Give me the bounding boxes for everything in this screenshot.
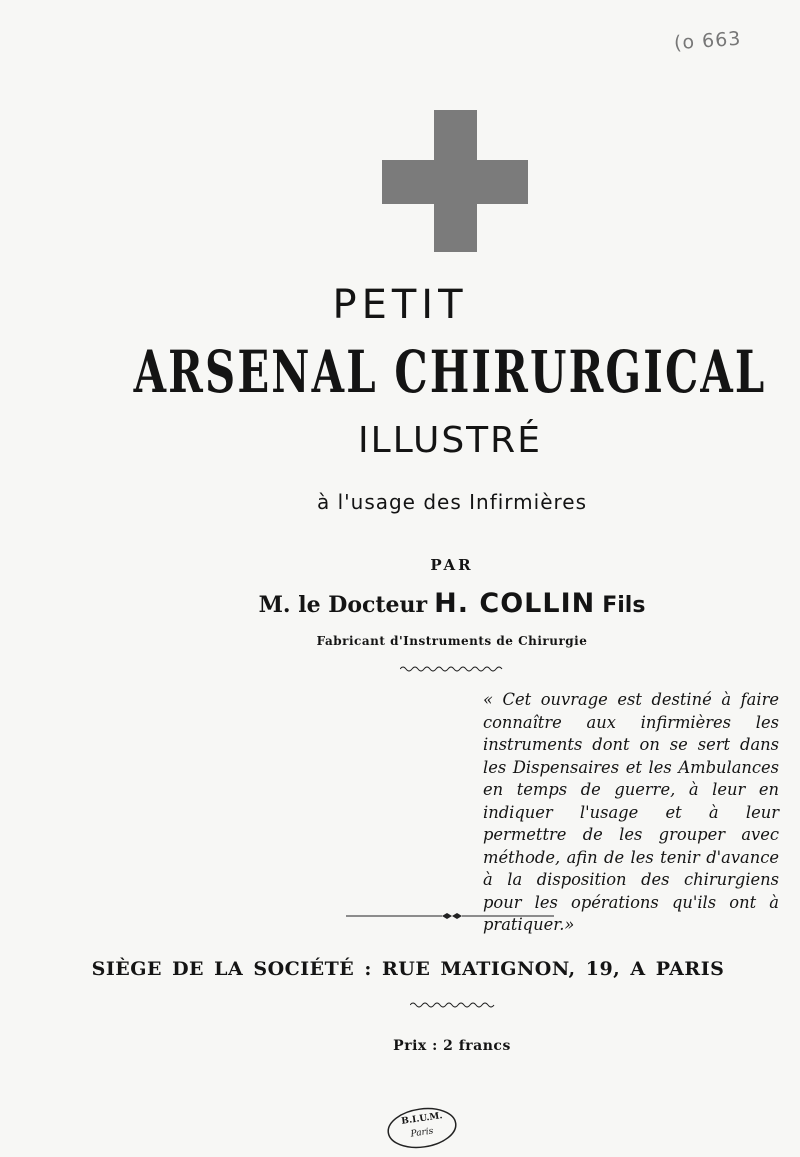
stamp-line-2: Paris <box>409 1126 434 1140</box>
wavy-ornament-top <box>400 664 504 674</box>
title-line-arsenal: ARSENAL CHIRURGICAL <box>133 338 767 406</box>
wavy-ornament-bottom <box>410 1000 498 1010</box>
red-cross-emblem <box>382 110 528 252</box>
publisher-address: SIÈGE DE LA SOCIÉTÉ : RUE MATIGNON, 19, A PARIS <box>91 958 725 980</box>
author-suffix: Fils <box>602 593 646 618</box>
byline-par: PAR <box>430 556 474 574</box>
title-line-illustre: ILLUSTRÉ <box>358 420 542 461</box>
author-prefix: M. le Docteur <box>258 592 428 618</box>
quote-block: « Cet ouvrage est destiné à faire connaître aux infirmières les instruments dont on se sert dans les Dispensaires et les Ambulances en temps de guerre, à leur en indiquer l'usage et à leur permettre de les grouper avec méthode, afin de les tenir d'avance à la disposition des chirurgiens pour les opérations qu'ils ont à pratiquer.» <box>483 690 779 934</box>
author-name: H. COLLIN <box>434 588 596 619</box>
shelfmark-annotation: (o 663 <box>673 27 743 55</box>
author-line <box>52 588 800 619</box>
ornamental-divider <box>346 911 556 921</box>
library-stamp <box>386 1106 458 1150</box>
title-line-petit: PETIT <box>332 282 468 328</box>
stamp-line-1: B.I.U.M. <box>400 1111 444 1127</box>
price: Prix : 2 francs <box>393 1038 511 1054</box>
subtitle: à l'usage des Infirmières <box>316 490 588 514</box>
author-profession: Fabricant d'Instruments de Chirurgie <box>316 634 588 648</box>
cross-horizontal-bar <box>382 160 528 204</box>
